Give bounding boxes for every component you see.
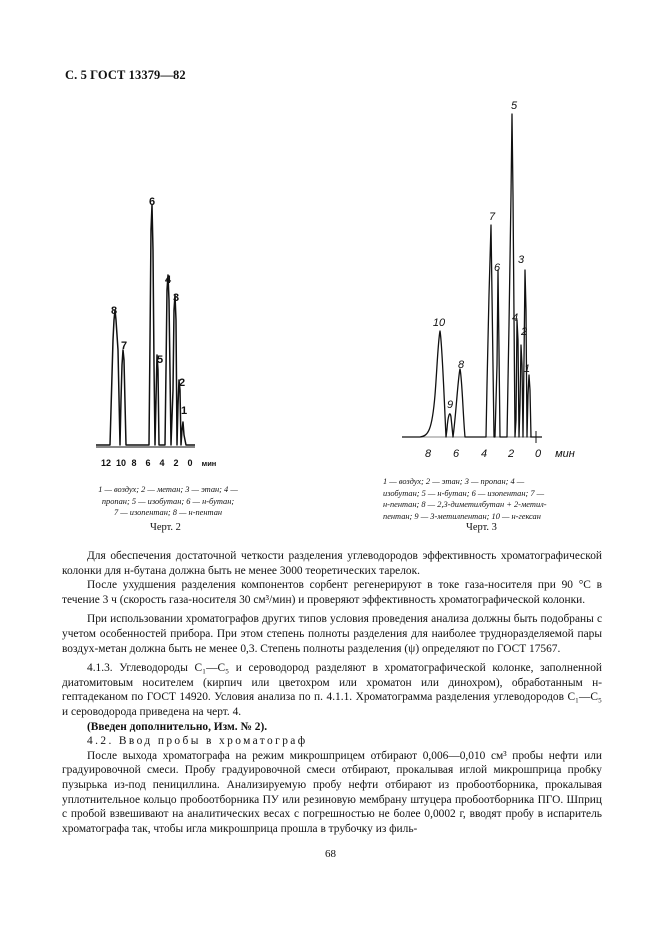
paragraph: При использовании хроматографов других типов условия проведения анализа должны быть подобраны с учетом особенностей прибора. При этом степень полноты разделения для наиболее трудноразделяемой пары воздух-метан должна быть не менее 0,3. Степень полноты разделения (ψ) определяют по ГОСТ 17567. [62, 613, 602, 655]
fig2-legend-line: пропан; 5 — изобутан; 6 — н-бутан; [101, 496, 235, 506]
fig2-tick: 6 [145, 458, 151, 468]
body-text [62, 549, 602, 836]
fig2-tick: 0 [187, 458, 193, 468]
fig3-trace [402, 114, 542, 437]
fig2-peak-label-1: 1 [180, 405, 188, 417]
fig3-peak-label-7: 7 [488, 211, 496, 223]
fig2-tick: 12 [100, 458, 112, 468]
fig3-tick: 2 [507, 448, 515, 460]
fig2-legend [68, 484, 268, 519]
fig3-legend-line: 1 — воздух; 2 — этан; 3 — пропан; 4 — [383, 477, 525, 486]
amendment-note: (Введен дополнительно, Изм. № 2). [87, 720, 268, 733]
fig3-peak-label-8: 8 [457, 359, 465, 371]
fig2-peak-label-5: 5 [156, 354, 164, 366]
fig3-peak-label-3: 3 [517, 254, 525, 266]
paragraph: Для обеспечения достаточной четкости разделения углеводородов эффективность хроматографической колонки для н-бутана должна быть не менее 3000 теоретических тарелок. [62, 550, 602, 577]
paragraph: После ухудшения разделения компонентов сорбент регенерируют в токе газа-носителя при 90 °С в течение 3 ч (скорость газа-носителя 30 см³/мин) и проверяют эффективность хроматографической колонки. [62, 579, 602, 606]
fig2-tick: 8 [131, 458, 137, 468]
fig3-axis-unit: мин [555, 448, 575, 460]
fig2-peak-label-2: 2 [178, 377, 186, 389]
fig2-tick: 2 [173, 458, 179, 468]
fig2-peak-label-4: 4 [164, 274, 172, 286]
figure-2-chromatogram [80, 190, 230, 475]
figure-3-chromatogram [390, 95, 600, 475]
fig3-peak-label-2: 2 [520, 326, 528, 338]
section-heading: 4.2. Ввод пробы в хроматограф [87, 735, 308, 748]
fig2-peak-label-7: 7 [120, 340, 128, 352]
fig3-peak-label-4: 4 [511, 312, 519, 324]
fig3-tick: 8 [424, 448, 432, 460]
fig2-peak-label-8: 8 [110, 305, 118, 317]
page-header: С. 5 ГОСТ 13379—82 [65, 68, 186, 82]
fig3-peak-label-6: 6 [493, 262, 501, 274]
fig3-peak-label-5: 5 [510, 100, 518, 112]
fig3-tick: 0 [534, 448, 542, 460]
paragraph: 4.1.3. Углеводороды С₁—С₅ и сероводород разделяют в хроматографической колонке, заполненной диатомитовым носителем (кирпич или цветохром или хроматон или динохром), обработанным н-гептадеканом по ГОСТ 14920. Условия анализа по п. 4.1.1. Хроматограмма разделения углеводородов С₁—С₅ и сероводорода приведена на черт. 4. [62, 662, 602, 718]
fig3-tick: 6 [452, 448, 460, 460]
fig2-tick: 4 [159, 458, 165, 468]
fig2-legend-line: 7 — изопентан; 8 — н-пентан [113, 508, 223, 517]
fig2-legend-line: 1 — воздух; 2 — метан; 3 — этан; 4 — [98, 485, 238, 494]
fig3-axis-mark [530, 431, 542, 443]
fig3-legend-line: изобутан; 5 — н-бутан; 6 — изопентан; 7 — [383, 488, 545, 498]
fig3-legend-line: н-пентан; 8 — 2,3-диметилбутан + 2-метил- [383, 500, 547, 509]
fig2-peak-label-6: 6 [148, 196, 156, 208]
fig3-caption: Черт. 3 [466, 522, 497, 533]
fig3-peak-label-9: 9 [446, 399, 454, 411]
page-number: 68 [325, 848, 336, 860]
fig3-legend-line: пентан; 9 — 3-метилпентан; 10 — н-гексан [383, 511, 541, 521]
fig2-axis-unit: мин [201, 459, 217, 468]
fig3-tick: 4 [480, 448, 488, 460]
fig2-caption: Черт. 2 [150, 522, 181, 533]
fig2-peak-label-3: 3 [172, 292, 180, 304]
fig2-tick: 10 [115, 458, 127, 468]
fig3-peak-label-10: 10 [432, 317, 446, 329]
paragraph: После выхода хроматографа на режим микрошприцем отбирают 0,006—0,010 см³ пробы нефти или градуировочной смеси. Пробу градуировочной смеси отбирают, прокалывая иглой микрошприца пробку пузырька из-под пенициллина. Анализируемую пробу нефти отбирают из пробоотборника, прокалывая уплотнительное кольцо пробоотборника ПУ или резиновую мембрану штуцера пробоотборника ПГО. Шприц с пробой взвешивают на аналитических весах с погрешностью не более 0,0002 г, вводят пробу в испаритель хроматографа так, чтобы игла микрошприца прошла в трубочку из филь- [62, 749, 602, 835]
fig3-legend [383, 476, 598, 522]
fig3-peak-label-1: 1 [523, 363, 531, 375]
